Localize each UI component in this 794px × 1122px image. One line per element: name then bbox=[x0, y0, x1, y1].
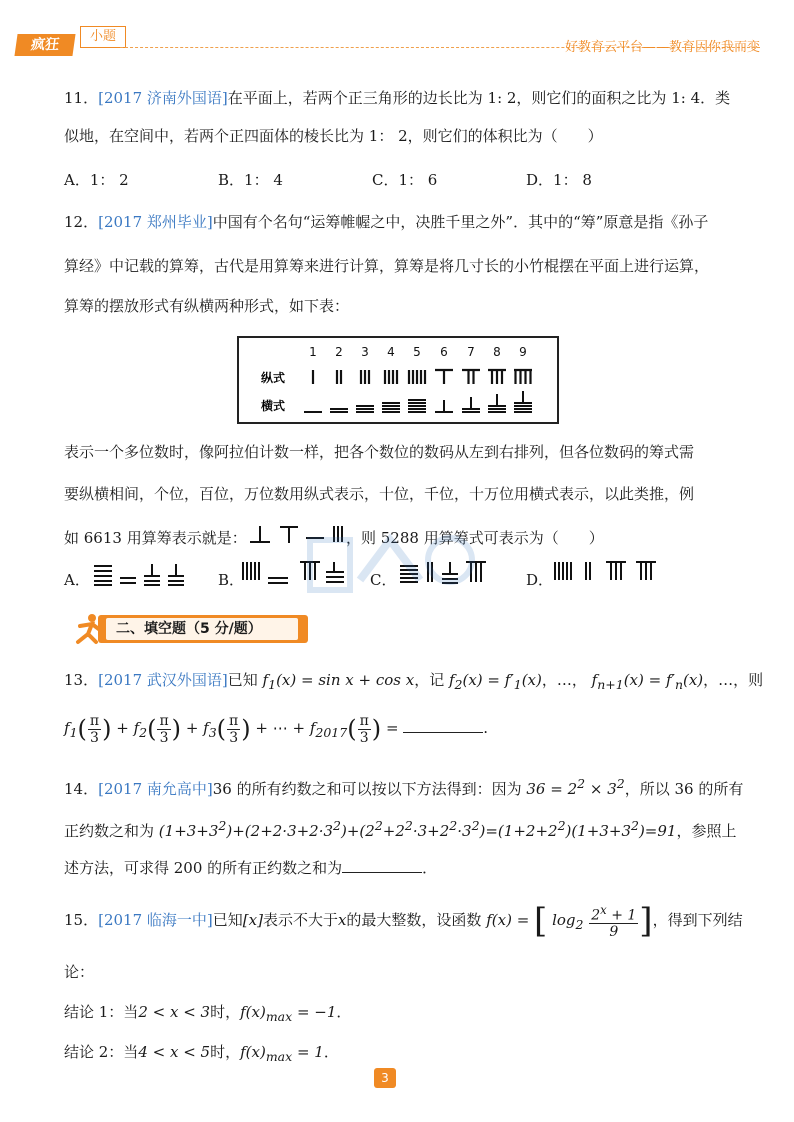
q14-text2-end: ，参照上 bbox=[676, 822, 737, 840]
table-digit-8: 8 bbox=[493, 345, 501, 359]
q15-c2-when: 时， bbox=[210, 1043, 241, 1061]
q13-number: 13． bbox=[64, 671, 99, 689]
q14-factorization: $36 = 2^2 \times 3^2$ bbox=[526, 776, 625, 798]
q15-c2-range: 4 < x < 5 bbox=[138, 1043, 211, 1061]
q15-c1-text: 结论 1：当 bbox=[64, 1003, 139, 1021]
q15-line1 bbox=[64, 898, 743, 942]
q13-source: [2017 武汉外国语] bbox=[98, 671, 228, 689]
q15-conclusion-1 bbox=[64, 1002, 351, 1027]
q11-text1: 在平面上，若两个正三角形的边长比为 1: 2，则它们的面积之比为 1: 4．类 bbox=[227, 89, 731, 107]
q15-line2: 论： bbox=[64, 963, 95, 981]
table-row-vertical-label: 纵式 bbox=[261, 371, 286, 385]
q12-example-text: 如 6613 用算筹表示就是： bbox=[64, 529, 247, 547]
vertical-rod-glyphs bbox=[313, 370, 532, 384]
q15-text1: 已知 bbox=[212, 911, 243, 929]
header-badge-small-questions: 小题 bbox=[80, 26, 126, 48]
q11-line1 bbox=[64, 88, 730, 108]
page-number: 3 bbox=[374, 1068, 396, 1088]
q14-answer-blank[interactable] bbox=[342, 858, 422, 873]
q12-line4: 表示一个多位数时，像阿拉伯计数一样，把各个数位的数码从左到右排列，但各位数码的筹式需 bbox=[64, 443, 695, 461]
q15-c2-end: ． bbox=[323, 1043, 339, 1061]
q13-f1-definition: $f_1(x) = \sin x + \cos x$ bbox=[262, 671, 415, 692]
q14-source: [2017 南允高中] bbox=[98, 780, 213, 798]
q14-line3 bbox=[64, 858, 437, 878]
q11-option-a: A．1： 2 bbox=[64, 171, 129, 189]
q11-option-c: C．1： 6 bbox=[372, 171, 438, 189]
table-digit-5: 5 bbox=[413, 345, 421, 359]
q15-c2-text: 结论 2：当 bbox=[64, 1043, 139, 1061]
q14-text1: 36 的所有约数之和可以按以下方法得到：因为 bbox=[212, 780, 522, 798]
q14-text2: 正约数之和为 bbox=[64, 822, 155, 840]
q15-source: [2017 临海一中] bbox=[98, 911, 213, 929]
q12-option-a: A． bbox=[64, 571, 90, 589]
q12-option-d-rods bbox=[552, 558, 672, 588]
q14-number: 14． bbox=[64, 780, 99, 798]
q13-text4: ，…，则 bbox=[703, 671, 764, 689]
q15-conclusion-2 bbox=[64, 1042, 339, 1067]
q15-c1-range: 2 < x < 3 bbox=[138, 1003, 211, 1021]
q14-text3-end: ． bbox=[422, 859, 438, 877]
table-digit-7: 7 bbox=[467, 345, 475, 359]
q15-x: x bbox=[337, 911, 347, 929]
q12-line3: 算筹的摆放形式有纵横两种形式，如下表： bbox=[64, 297, 350, 315]
q14-divisor-sum-expression: $(1+3+3^2)+(2+2\cdot 3+2\cdot 3^2)+(2^2+2^2\cdot 3+2^2\cdot 3^2)=(1+2+2^2)(1+3+3^2)=91$ bbox=[158, 818, 677, 840]
q13-answer-blank[interactable] bbox=[403, 718, 483, 733]
q15-floor-x: [x] bbox=[242, 911, 263, 929]
table-digit-4: 4 bbox=[387, 345, 395, 359]
q12-line1 bbox=[64, 212, 708, 232]
q12-option-b: B． bbox=[218, 571, 245, 589]
table-digit-3: 3 bbox=[361, 345, 369, 359]
q13-sum-expression: $f_1$( $\frac{\pi}{3}$ ) + $f_2$( $\frac{\pi}{3}$ ) + $f_3$( $\frac{\pi}{3}$ ) + ⋯ + $f_{2017}$( $\frac{\pi}{3}$ ) = . bbox=[64, 712, 489, 746]
table-digit-2: 2 bbox=[335, 345, 343, 359]
q11-option-d: D．1： 8 bbox=[526, 171, 592, 189]
q12-source: [2017 郑州毕业] bbox=[98, 213, 213, 231]
horizontal-rod-glyphs bbox=[304, 391, 532, 412]
q13-text2: ，记 bbox=[414, 671, 445, 689]
q14-text1-end: ，所以 36 的所有 bbox=[624, 780, 744, 798]
q13-fn-definition: $f_{n+1}(x) = f'_n(x)$ bbox=[591, 671, 704, 692]
q11-source: [2017 济南外国语] bbox=[98, 89, 228, 107]
q15-c2-max: $f(x)_{max} = 1$ bbox=[240, 1043, 324, 1064]
section-title: 二、填空题（5 分/题） bbox=[106, 618, 298, 640]
q15-text3: 的最大整数，设函数 bbox=[346, 911, 482, 929]
q12-line6 bbox=[64, 528, 247, 548]
q12-option-d: D． bbox=[526, 571, 554, 589]
table-digit-6: 6 bbox=[440, 345, 448, 359]
table-row-horizontal-label: 横式 bbox=[261, 399, 286, 413]
q14-line2 bbox=[64, 816, 736, 841]
q12-option-c: C． bbox=[370, 571, 397, 589]
counting-rod-table bbox=[237, 336, 559, 424]
q13-f2-definition: $f_2(x) = f'_1(x)$ bbox=[448, 671, 542, 692]
q12-line5: 要纵横相间，个位，百位，万位数用纵式表示，十位，千位，十万位用横式表示，以此类推，例 bbox=[64, 485, 695, 503]
q14-text3: 述方法，可求得 200 的所有正约数之和为 bbox=[64, 859, 343, 877]
q13-line1 bbox=[64, 670, 763, 695]
q13-text3: ，…， bbox=[541, 671, 587, 689]
q15-text2: 表示不大于 bbox=[262, 911, 338, 929]
q11-line2: 似地，在空间中，若两个正四面体的棱长比为 1： 2，则它们的体积比为（ ） bbox=[64, 127, 603, 145]
q12-text1: 中国有个名句“运筹帷幄之中，决胜千里之外”．其中的“筹”原意是指《孙子 bbox=[212, 213, 709, 231]
q15-c1-max: $f(x)_{max} = -1$ bbox=[240, 1003, 337, 1024]
section-fill-in-header bbox=[70, 612, 310, 646]
q15-text4: ，得到下列结 bbox=[652, 911, 743, 929]
q11-number: 11． bbox=[64, 89, 99, 107]
q12-option-a-rods bbox=[92, 560, 202, 588]
q12-number: 12． bbox=[64, 213, 99, 231]
q11-option-b: B．1： 4 bbox=[218, 171, 283, 189]
table-digit-9: 9 bbox=[519, 345, 527, 359]
q13-text1: 已知 bbox=[227, 671, 258, 689]
q15-c1-when: 时， bbox=[210, 1003, 241, 1021]
q15-number: 15． bbox=[64, 911, 99, 929]
watermark-logo bbox=[300, 520, 500, 610]
q12-line6-end: ，则 5288 用算筹式可表示为（ ） bbox=[346, 529, 604, 547]
q15-function-definition: f(x) = [ $\log_2$ $\frac{2^x + 1}{9}$ ] bbox=[486, 901, 653, 941]
q15-c1-end: ． bbox=[336, 1003, 352, 1021]
counting-rod-table-graphic bbox=[239, 338, 557, 422]
q12-line2: 算经》中记载的算筹，古代是用算筹来进行计算，算筹是将几寸长的小竹棍摆在平面上进行运算， bbox=[64, 257, 710, 275]
table-digit-1: 1 bbox=[309, 345, 317, 359]
header-brand: 好教育云平台——教育因你我而变 bbox=[564, 40, 760, 55]
q14-line1 bbox=[64, 774, 743, 799]
header-badge-crazy: 疯狂 bbox=[14, 34, 75, 56]
